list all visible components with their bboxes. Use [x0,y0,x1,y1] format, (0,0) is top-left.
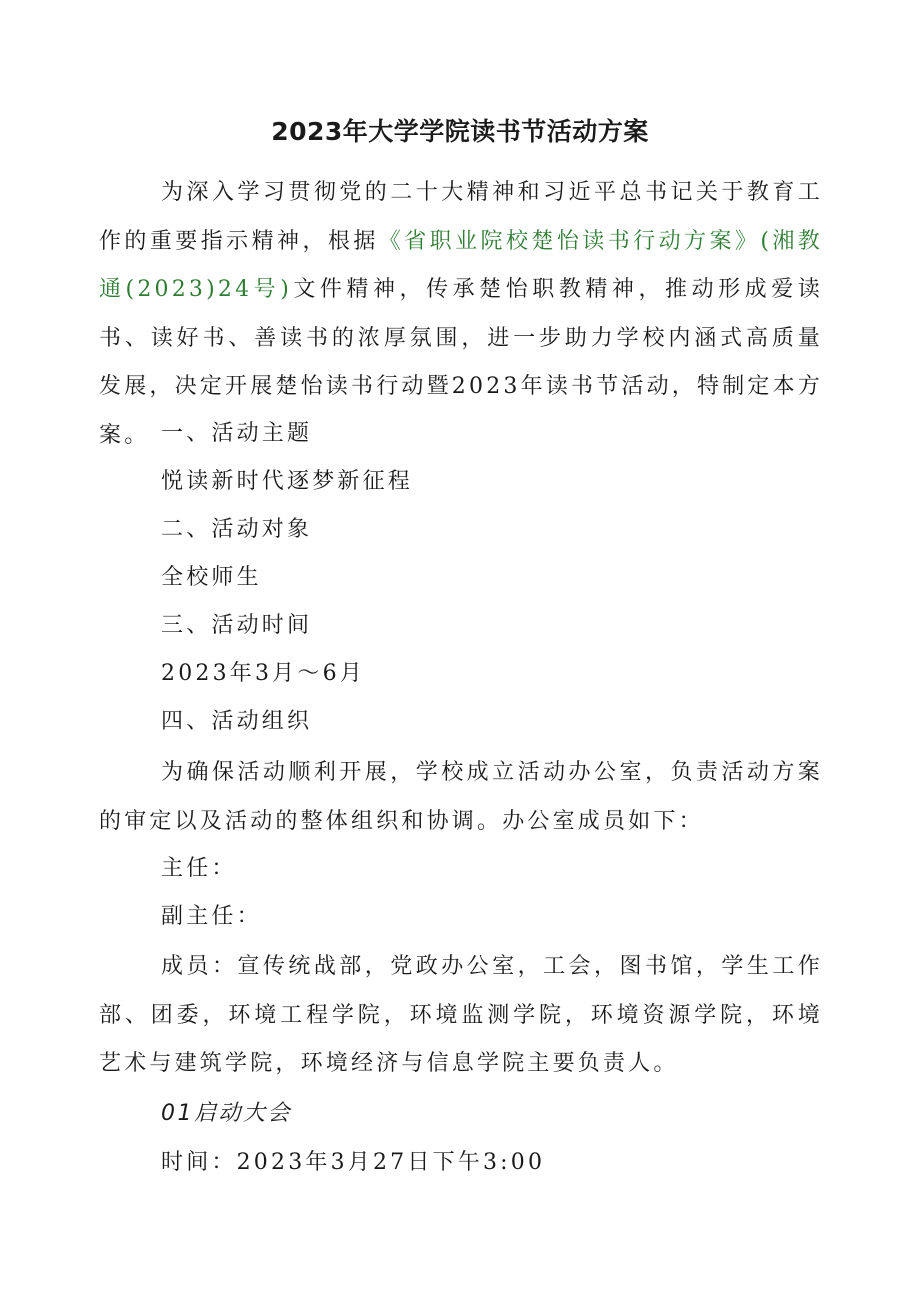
org-heading: 四、活动组织 [161,709,313,734]
org-paragraph: 为确保活动顺利开展，学校成立活动办公室，负责活动方案的审定以及活动的整体组织和协调。办公室成员如下： [99,760,823,834]
time-heading: 三、活动时间 [161,613,313,638]
theme-heading: 一、活动主题 [161,421,313,446]
target-text: 全校师生 [161,565,262,590]
members-paragraph: 成员：宣传统战部，党政办公室，工会，图书馆，学生工作部、团委，环境工程学院，环境监测学院，环境资源学院，环境艺术与建筑学院，环境经济与信息学院主要负责人。 [99,954,823,1076]
event-heading [161,1094,292,1134]
event-name: 启动大会 [194,1101,293,1126]
intro-text-after: 文件精神，传承楚怡职教精神，推动形成爱读书、读好书、善读书的浓厚氛围，进一步助力学校内涵式高质量发展，决定开展楚怡读书行动暨2023年读书节活动，特制定本方案。 [99,277,823,448]
document-reference: 《省职业院校楚怡读书行动方案》(湘教通(2023)24号) [99,228,824,302]
target-heading: 二、活动对象 [161,517,313,542]
document-title: 2023年大学学院读书节活动方案 [271,117,649,146]
event-time: 时间：2023年3月27日下午3:00 [161,1150,546,1175]
event-number: 01 [161,1101,194,1126]
deputy-director-line: 副主任： [161,904,262,929]
intro-text-before: 为深入学习贯彻党的二十大精神和习近平总书记关于教育工作的重要指示精神，根据 [99,180,823,254]
theme-text: 悦读新时代逐梦新征程 [161,469,414,494]
director-line: 主任： [161,856,237,881]
time-text: 2023年3月～6月 [161,661,365,686]
